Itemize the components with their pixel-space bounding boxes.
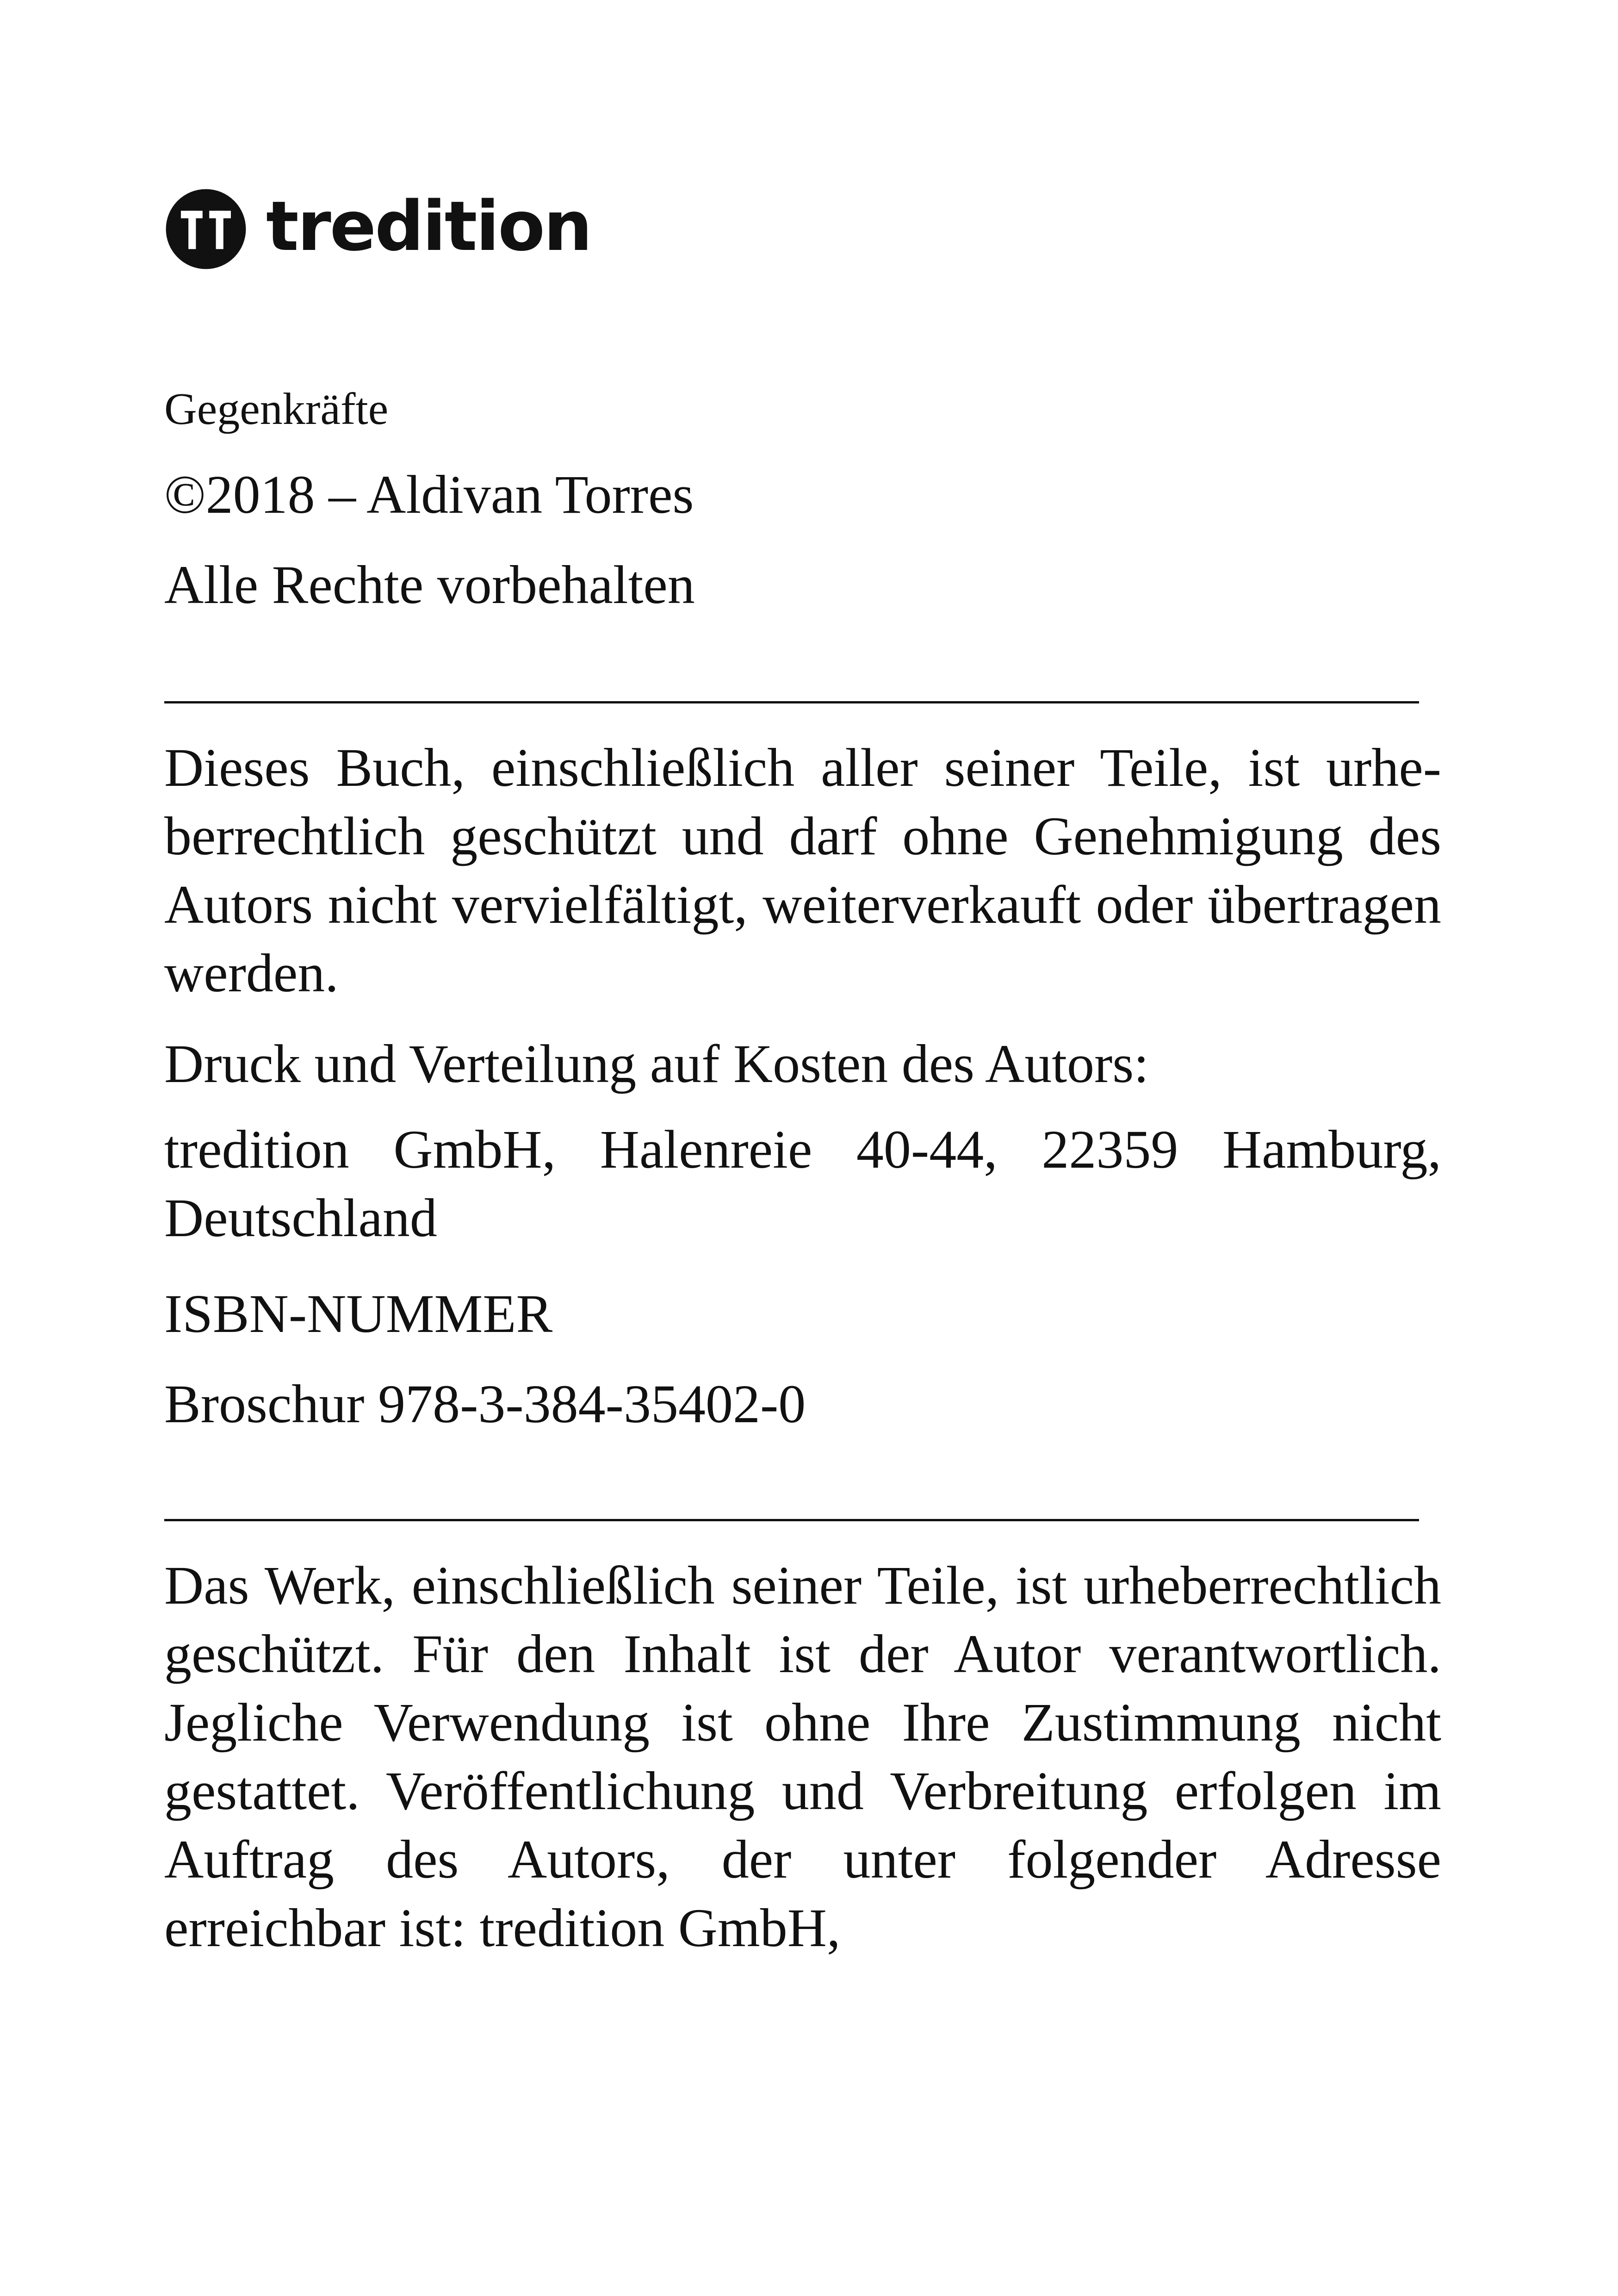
copyright-line: ©2018 – Aldivan Torres [164,464,694,525]
divider-top [164,701,1419,703]
isbn-label: ISBN-NUMMER [164,1283,553,1344]
work-paragraph: Das Werk, einschließlich seiner Teile, ist urheberrechtlich geschützt. Für den Inhalt ist der Autor verantwortlich. Jegliche Verwendung ist ohne Ihre Zustimmung nicht gestattet. Veröffentlichung und Verbreitung erfolgen im Auftrag des Autors, der unter folgender Adresse erreichbar ist: tredition GmbH, [164,1555,1441,1958]
logo-wordmark: tredition [266,187,591,266]
isbn-value: Broschur 978-3-384-35402-0 [164,1374,806,1434]
rights-line: Alle Rechte vorbehalten [164,554,695,615]
publisher-logo [164,185,591,273]
copyright-paragraph: Dieses Buch, einschließlich aller seiner Teile, ist urheberrechtlich geschützt und darf ohne Genehmigung des Autors nicht vervielfältigt, weiterverkauft oder übertragen werden. [164,737,1441,1003]
divider-bottom [164,1519,1419,1521]
publisher-address: tredition GmbH, Halenreie 40-44, 22359 Hamburg, Deutschland [164,1119,1441,1248]
book-title: Gegenkräfte [164,384,389,434]
print-note: Druck und Verteilung auf Kosten des Autors: [164,1033,1149,1094]
tredition-logo-icon [164,187,248,271]
